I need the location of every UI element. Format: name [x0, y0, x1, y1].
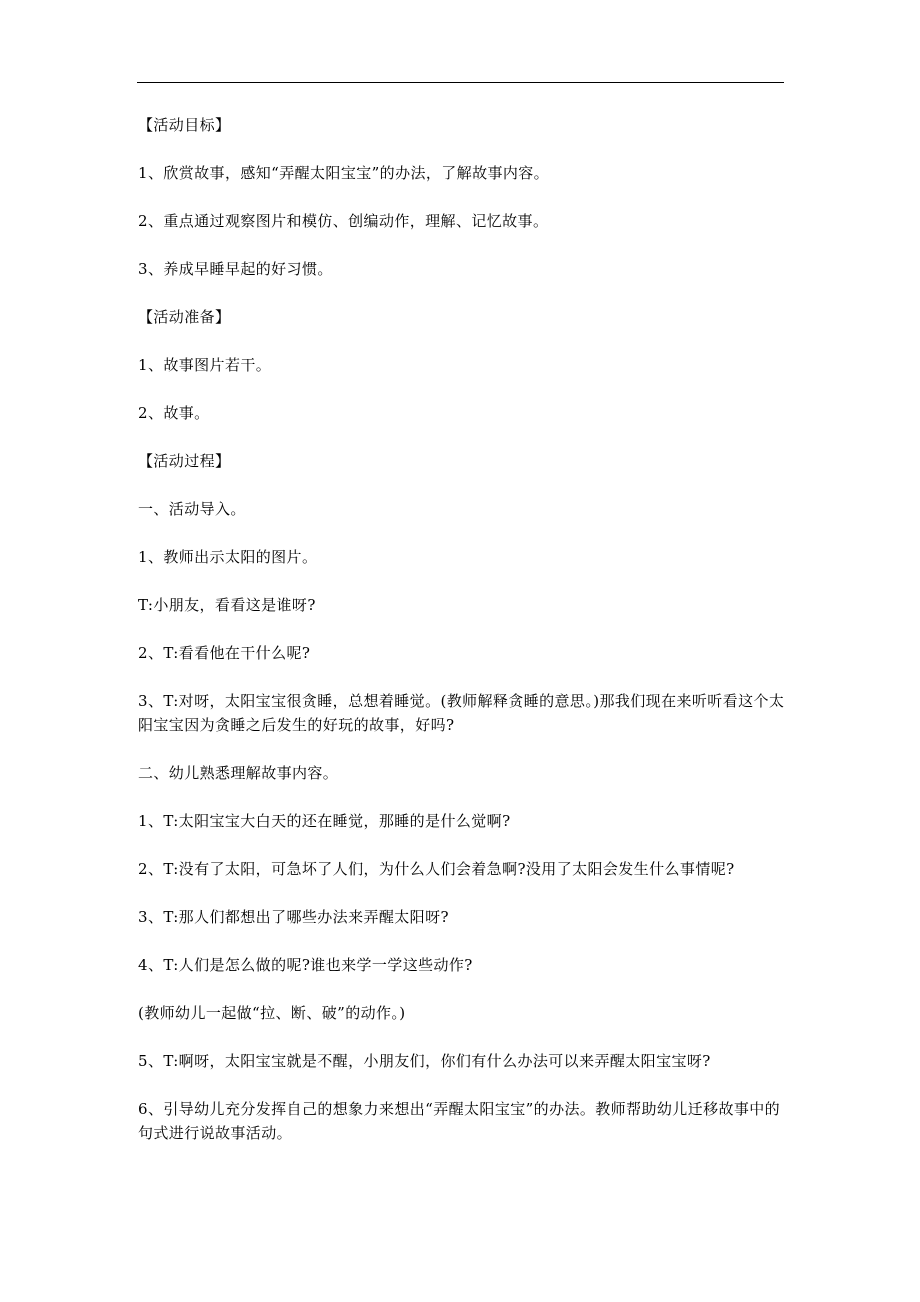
header-rule	[137, 82, 784, 83]
preparation-item-2: 2、故事。	[138, 404, 210, 422]
process-paragraph: T:小朋友，看看这是谁呀?	[138, 596, 316, 614]
section-heading-preparation: 【活动准备】	[138, 308, 231, 326]
goal-item-2: 2、重点通过观察图片和模仿、创编动作，理解、记忆故事。	[138, 212, 549, 230]
process-paragraph: 3、T:对呀，太阳宝宝很贪睡，总想着睡觉。(教师解释贪睡的意思。)那我们现在来听听看这个太阳宝宝因为贪睡之后发生的好玩的故事，好吗?	[138, 692, 785, 734]
process-paragraph: 1、教师出示太阳的图片。	[138, 548, 318, 566]
process-paragraph: 2、T:没有了太阳，可急坏了人们，为什么人们会着急啊?没用了太阳会发生什么事情呢?	[138, 860, 735, 878]
process-paragraph: 6、引导幼儿充分发挥自己的想象力来想出“弄醒太阳宝宝”的办法。教师帮助幼儿迁移故事中的句式进行说故事活动。	[138, 1100, 781, 1142]
process-paragraph: 3、T:那人们都想出了哪些办法来弄醒太阳呀?	[138, 908, 449, 926]
section-heading-goals: 【活动目标】	[138, 116, 231, 134]
process-paragraph: 1、T:太阳宝宝大白天的还在睡觉，那睡的是什么觉啊?	[138, 812, 511, 830]
process-paragraph: 4、T:人们是怎么做的呢?谁也来学一学这些动作?	[138, 956, 473, 974]
process-paragraph: 2、T:看看他在干什么呢?	[138, 644, 311, 662]
section-heading-process: 【活动过程】	[138, 452, 231, 470]
document-body	[138, 113, 786, 1169]
process-step-heading-1: 一、活动导入。	[138, 500, 246, 518]
process-step-heading-2: 二、幼儿熟悉理解故事内容。	[138, 764, 339, 782]
goal-item-1: 1、欣赏故事，感知“弄醒太阳宝宝”的办法，了解故事内容。	[138, 164, 550, 182]
process-paragraph: 5、T:啊呀，太阳宝宝就是不醒，小朋友们，你们有什么办法可以来弄醒太阳宝宝呀?	[138, 1052, 711, 1070]
preparation-item-1: 1、故事图片若干。	[138, 356, 272, 374]
process-paragraph: (教师幼儿一起做“拉、断、破”的动作。)	[138, 1004, 406, 1022]
goal-item-3: 3、养成早睡早起的好习惯。	[138, 260, 333, 278]
